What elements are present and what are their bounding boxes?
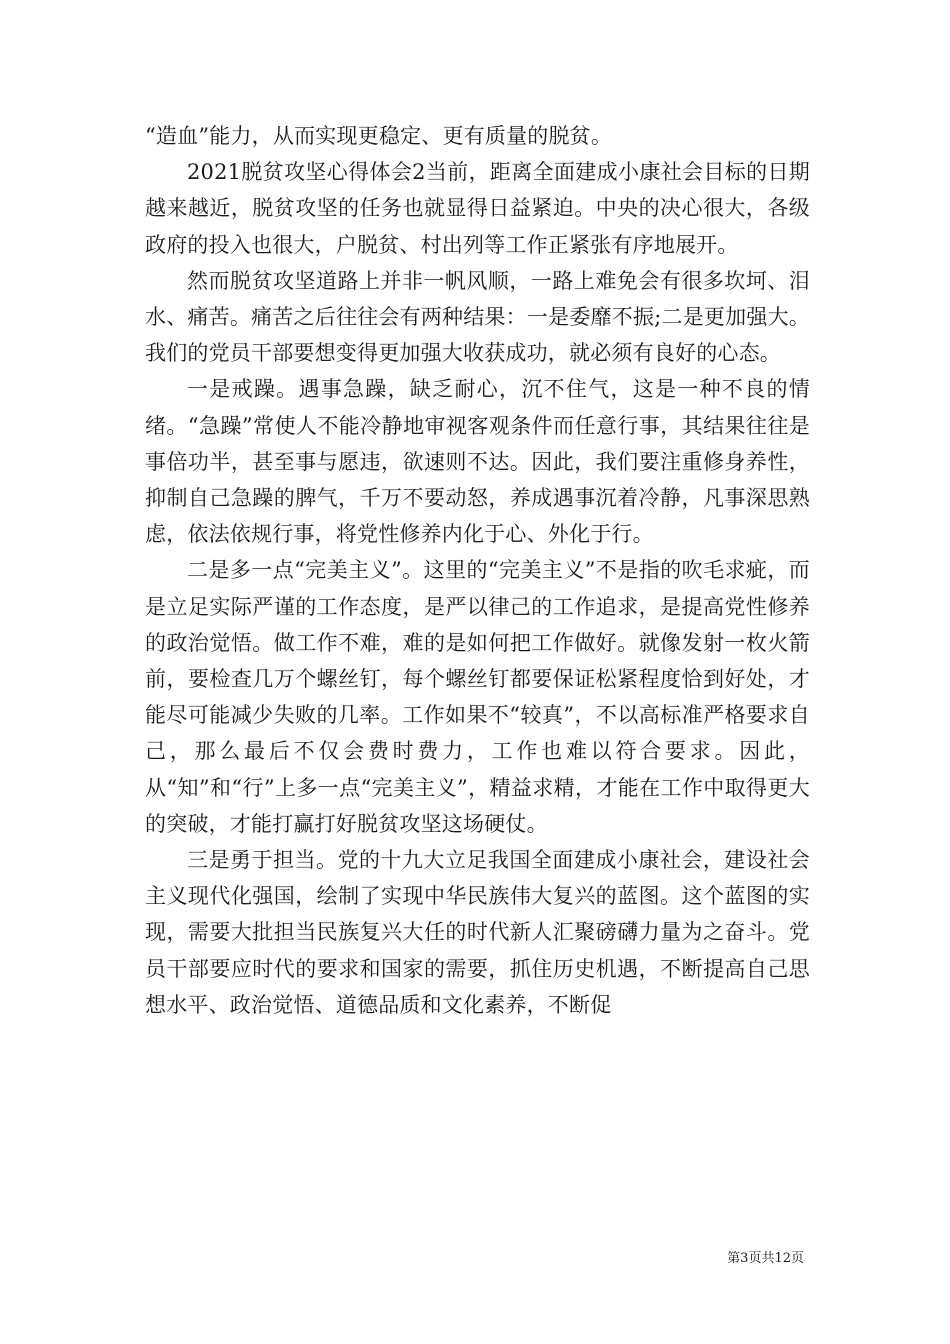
paragraph-1: “造血”能力，从而实现更稳定、更有质量的脱贫。: [145, 124, 613, 148]
paragraph-6: 三是勇于担当。党的十九大立足我国全面建成小康社会，建设社会主义现代化强国，绘制了实现中华民族伟大复兴的蓝图。这个蓝图的实现，需要大批担当民族复兴大任的时代新人汇聚磅礴力量为之奋斗。党员干部要应时代的要求和国家的需要，抓住历史机遇，不断提高自己思想水平、政治觉悟、道德品质和文化素养，不断促: [145, 848, 810, 1017]
paragraph-3: 然而脱贫攻坚道路上并非一帆风顺，一路上难免会有很多坎坷、泪水、痛苦。痛苦之后往往会有两种结果：一是委靡不振;二是更加强大。我们的党员干部要想变得更加强大收获成功，就必须有良好的心态。: [145, 268, 810, 366]
page-number-footer: 第3页共12页: [727, 1251, 804, 1266]
document-body: [145, 118, 810, 1023]
paragraph-4: 一是戒躁。遇事急躁，缺乏耐心，沉不住气，这是一种不良的情绪。“急躁”常使人不能冷静地审视客观条件而任意行事，其结果往往是事倍功半，甚至事与愿违，欲速则不达。因此，我们要注重修身养性，抑制自己急躁的脾气，千万不要动怒，养成遇事沉着冷静，凡事深思熟虑，依法依规行事，将党性修养内化于心、外化于行。: [145, 377, 810, 547]
paragraph-5: 二是多一点“完美主义”。这里的“完美主义”不是指的吹毛求疵，而是立足实际严谨的工作态度，是严以律己的工作追求，是提高党性修养的政治觉悟。做工作不难，难的是如何把工作做好。就像发射一枚火箭前，要检查几万个螺丝钉，每个螺丝钉都要保证松紧程度恰到好处，才能尽可能减少失败的几率。工作如果不“较真”，不以高标准严格要求自己，那么最后不仅会费时费力，工作也难以符合要求。因此，从“知”和“行”上多一点“完美主义”，精益求精，才能在工作中取得更大的突破，才能打赢打好脱贫攻坚这场硬仗。: [145, 558, 810, 836]
paragraph-2: 2021脱贫攻坚心得体会2当前，距离全面建成小康社会目标的日期越来越近，脱贫攻坚的任务也就显得日益紧迫。中央的决心很大，各级政府的投入也很大，户脱贫、村出列等工作正紧张有序地展开。: [145, 160, 810, 257]
